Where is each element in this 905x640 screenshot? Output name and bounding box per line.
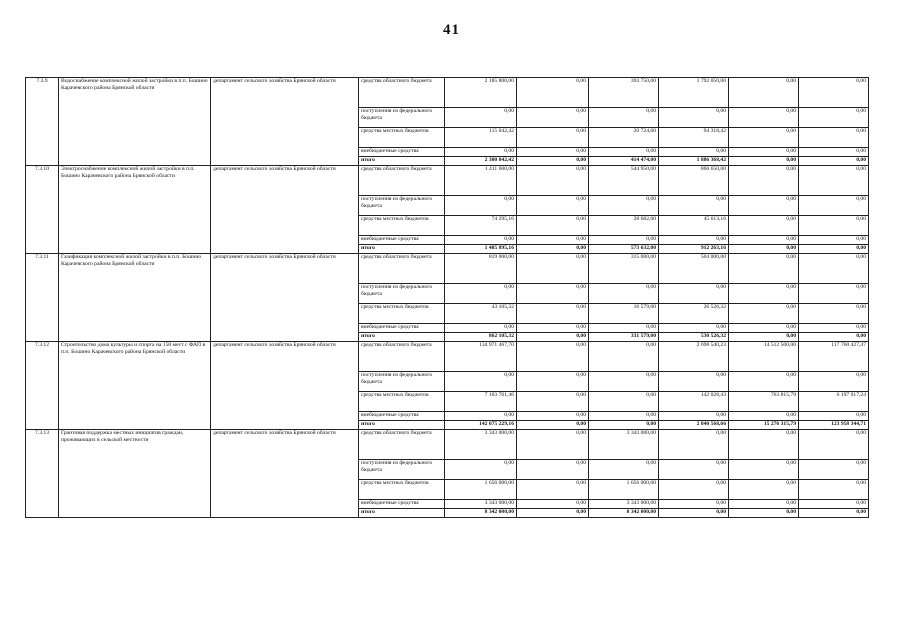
amount-cell: 0,00 xyxy=(517,342,589,372)
amount-cell: 0,00 xyxy=(517,480,589,500)
amount-cell: 0,00 xyxy=(445,148,517,157)
table-row xyxy=(26,254,869,284)
table-row xyxy=(26,342,869,372)
amount-cell: 0,00 xyxy=(445,284,517,304)
amount-cell: 142 028,43 xyxy=(659,392,729,412)
amount-cell: 3 343 000,00 xyxy=(445,430,517,460)
funding-source: внебюджетные средства xyxy=(359,148,445,157)
amount-cell: 0,00 xyxy=(729,128,799,148)
amount-cell: 0,00 xyxy=(659,412,729,421)
amount-cell: 115 042,42 xyxy=(445,128,517,148)
amount-cell: 2 840 568,66 xyxy=(659,421,729,430)
amount-cell: 0,00 xyxy=(729,412,799,421)
amount-cell: 0,00 xyxy=(799,236,869,245)
amount-cell: 0,00 xyxy=(729,108,799,128)
item-code: 7.3.9 xyxy=(26,78,59,166)
amount-cell: 0,00 xyxy=(589,236,659,245)
amount-cell: 0,00 xyxy=(517,372,589,392)
amount-cell: 0,00 xyxy=(799,333,869,342)
item-code: 7.3.12 xyxy=(26,342,59,430)
amount-cell: 0,00 xyxy=(799,509,869,518)
amount-cell: 0,00 xyxy=(729,324,799,333)
amount-cell: 0,00 xyxy=(659,108,729,128)
amount-cell: 315 000,00 xyxy=(589,254,659,284)
amount-cell: 0,00 xyxy=(659,236,729,245)
item-code: 7.3.10 xyxy=(26,166,59,254)
amount-cell: 1 656 000,00 xyxy=(445,480,517,500)
amount-cell: 0,00 xyxy=(799,372,869,392)
amount-cell: 6 197 917,24 xyxy=(799,392,869,412)
amount-cell: 0,00 xyxy=(517,148,589,157)
amount-cell: 43 105,32 xyxy=(445,304,517,324)
item-code: 7.3.11 xyxy=(26,254,59,342)
amount-cell: 0,00 xyxy=(799,412,869,421)
amount-cell: 0,00 xyxy=(517,254,589,284)
funding-source: внебюджетные средства xyxy=(359,500,445,509)
amount-cell: 530 526,32 xyxy=(659,333,729,342)
amount-cell: 862 105,32 xyxy=(445,333,517,342)
amount-cell: 0,00 xyxy=(589,324,659,333)
amount-cell: 0,00 xyxy=(799,500,869,509)
amount-cell: 0,00 xyxy=(445,460,517,480)
amount-cell: 0,00 xyxy=(729,216,799,236)
amount-cell: 0,00 xyxy=(659,284,729,304)
amount-cell: 0,00 xyxy=(729,236,799,245)
amount-cell: 1 792 050,00 xyxy=(659,78,729,108)
funding-source: средства областного бюджета xyxy=(359,78,445,108)
item-name: Грантовая поддержка местных инициатив граждан, проживающих в сельской местности xyxy=(59,430,211,518)
amount-cell: 20 724,00 xyxy=(589,128,659,148)
funding-source: средства областного бюджета xyxy=(359,342,445,372)
amount-cell: 0,00 xyxy=(659,480,729,500)
amount-cell: 331 579,00 xyxy=(589,333,659,342)
item-name: Водоснабжение комплексной жилой застройки в п.п. Бошино Карачевского района Брянской области xyxy=(59,78,211,166)
amount-cell: 0,00 xyxy=(517,284,589,304)
amount-cell: 0,00 xyxy=(589,392,659,412)
amount-cell: 0,00 xyxy=(589,148,659,157)
amount-cell: 3 343 000,00 xyxy=(589,430,659,460)
amount-cell: 0,00 xyxy=(729,245,799,254)
amount-cell: 0,00 xyxy=(517,509,589,518)
amount-cell: 0,00 xyxy=(659,148,729,157)
amount-cell: 0,00 xyxy=(589,412,659,421)
amount-cell: 0,00 xyxy=(589,372,659,392)
amount-cell: 1 485 895,16 xyxy=(445,245,517,254)
amount-cell: 0,00 xyxy=(729,509,799,518)
amount-cell: 0,00 xyxy=(659,430,729,460)
amount-cell: 1 656 000,00 xyxy=(589,480,659,500)
funding-source: итого xyxy=(359,157,445,166)
amount-cell: 94 318,42 xyxy=(659,128,729,148)
amount-cell: 0,00 xyxy=(445,108,517,128)
funding-source: поступления из федерального бюджета xyxy=(359,372,445,392)
amount-cell: 0,00 xyxy=(517,166,589,196)
amount-cell: 0,00 xyxy=(517,108,589,128)
amount-cell: 2 698 540,23 xyxy=(659,342,729,372)
table-row xyxy=(26,166,869,196)
item-executor: департамент сельского хозяйства Брянской области xyxy=(211,430,359,518)
amount-cell: 0,00 xyxy=(729,480,799,500)
amount-cell: 0,00 xyxy=(659,372,729,392)
amount-cell: 0,00 xyxy=(517,196,589,216)
amount-cell: 0,00 xyxy=(799,108,869,128)
amount-cell: 0,00 xyxy=(799,196,869,216)
amount-cell: 0,00 xyxy=(729,196,799,216)
amount-cell: 3 343 000,00 xyxy=(445,500,517,509)
amount-cell: 0,00 xyxy=(729,460,799,480)
amount-cell: 0,00 xyxy=(445,324,517,333)
page-number: 41 xyxy=(443,22,460,38)
amount-cell: 0,00 xyxy=(729,284,799,304)
item-executor: департамент сельского хозяйства Брянской области xyxy=(211,78,359,166)
funding-source: итого xyxy=(359,333,445,342)
funding-source: итого xyxy=(359,509,445,518)
amount-cell: 573 632,00 xyxy=(589,245,659,254)
amount-cell: 0,00 xyxy=(517,333,589,342)
funding-source: итого xyxy=(359,421,445,430)
amount-cell: 0,00 xyxy=(517,236,589,245)
amount-cell: 0,00 xyxy=(799,166,869,196)
amount-cell: 0,00 xyxy=(517,245,589,254)
amount-cell: 0,00 xyxy=(659,196,729,216)
funding-source: внебюджетные средства xyxy=(359,412,445,421)
amount-cell: 0,00 xyxy=(517,500,589,509)
amount-cell: 8 342 000,00 xyxy=(445,509,517,518)
amount-cell: 0,00 xyxy=(729,166,799,196)
item-executor: департамент сельского хозяйства Брянской области xyxy=(211,254,359,342)
funding-source: поступления из федерального бюджета xyxy=(359,284,445,304)
amount-cell: 1 886 368,42 xyxy=(659,157,729,166)
amount-cell: 0,00 xyxy=(799,148,869,157)
amount-cell: 0,00 xyxy=(799,460,869,480)
amount-cell: 0,00 xyxy=(659,324,729,333)
amount-cell: 123 958 344,71 xyxy=(799,421,869,430)
amount-cell: 0,00 xyxy=(799,430,869,460)
funding-source: средства областного бюджета xyxy=(359,254,445,284)
amount-cell: 0,00 xyxy=(517,157,589,166)
amount-cell: 0,00 xyxy=(445,236,517,245)
amount-cell: 0,00 xyxy=(729,254,799,284)
amount-cell: 15 276 315,79 xyxy=(729,421,799,430)
amount-cell: 544 950,00 xyxy=(589,166,659,196)
item-name: Строительство дома культуры и спорта на 150 мест с ФАП в п.п. Бошино Карачевского района Брянской области xyxy=(59,342,211,430)
amount-cell: 0,00 xyxy=(659,460,729,480)
funding-source: средства местных бюджетов xyxy=(359,216,445,236)
amount-cell: 414 474,00 xyxy=(589,157,659,166)
amount-cell: 912 263,16 xyxy=(659,245,729,254)
amount-cell: 142 075 229,16 xyxy=(445,421,517,430)
amount-cell: 0,00 xyxy=(799,324,869,333)
item-code: 7.3.13 xyxy=(26,430,59,518)
amount-cell: 0,00 xyxy=(729,333,799,342)
amount-cell: 0,00 xyxy=(589,342,659,372)
funding-source: поступления из федерального бюджета xyxy=(359,108,445,128)
funding-source: средства местных бюджетов xyxy=(359,392,445,412)
funding-source: внебюджетные средства xyxy=(359,236,445,245)
funding-source: средства местных бюджетов xyxy=(359,128,445,148)
amount-cell: 3 343 000,00 xyxy=(589,500,659,509)
amount-cell: 0,00 xyxy=(517,392,589,412)
funding-source: средства местных бюджетов xyxy=(359,304,445,324)
amount-cell: 0,00 xyxy=(729,148,799,157)
amount-cell: 7 103 761,46 xyxy=(445,392,517,412)
amount-cell: 8 342 000,00 xyxy=(589,509,659,518)
amount-cell: 0,00 xyxy=(517,324,589,333)
item-name: Газификация комплексной жилой застройки в п.п. Бошино Карачевского района Брянской области xyxy=(59,254,211,342)
amount-cell: 16 579,00 xyxy=(589,304,659,324)
amount-cell: 45 613,16 xyxy=(659,216,729,236)
amount-cell: 117 760 427,47 xyxy=(799,342,869,372)
funding-source: средства областного бюджета xyxy=(359,166,445,196)
funding-source: средства местных бюджетов xyxy=(359,480,445,500)
amount-cell: 134 971 467,70 xyxy=(445,342,517,372)
amount-cell: 0,00 xyxy=(589,284,659,304)
funding-source: поступления из федерального бюджета xyxy=(359,460,445,480)
amount-cell: 0,00 xyxy=(659,509,729,518)
amount-cell: 819 000,00 xyxy=(445,254,517,284)
amount-cell: 2 300 842,42 xyxy=(445,157,517,166)
amount-cell: 0,00 xyxy=(729,500,799,509)
amount-cell: 0,00 xyxy=(517,412,589,421)
funding-source: итого xyxy=(359,245,445,254)
amount-cell: 0,00 xyxy=(445,196,517,216)
amount-cell: 0,00 xyxy=(799,128,869,148)
amount-cell: 0,00 xyxy=(517,78,589,108)
amount-cell: 0,00 xyxy=(799,284,869,304)
amount-cell: 0,00 xyxy=(659,500,729,509)
amount-cell: 0,00 xyxy=(729,304,799,324)
amount-cell: 26 526,32 xyxy=(659,304,729,324)
amount-cell: 0,00 xyxy=(517,216,589,236)
amount-cell: 0,00 xyxy=(589,196,659,216)
amount-cell: 0,00 xyxy=(517,304,589,324)
amount-cell: 2 185 800,00 xyxy=(445,78,517,108)
amount-cell: 0,00 xyxy=(517,128,589,148)
amount-cell: 0,00 xyxy=(445,412,517,421)
amount-cell: 0,00 xyxy=(729,372,799,392)
amount-cell: 0,00 xyxy=(729,430,799,460)
amount-cell: 0,00 xyxy=(799,78,869,108)
amount-cell: 0,00 xyxy=(729,157,799,166)
funding-source: внебюджетные средства xyxy=(359,324,445,333)
funding-source: поступления из федерального бюджета xyxy=(359,196,445,216)
table-row xyxy=(26,78,869,108)
amount-cell: 0,00 xyxy=(589,460,659,480)
amount-cell: 14 512 500,00 xyxy=(729,342,799,372)
amount-cell: 28 682,00 xyxy=(589,216,659,236)
amount-cell: 866 650,00 xyxy=(659,166,729,196)
amount-cell: 0,00 xyxy=(799,480,869,500)
amount-cell: 0,00 xyxy=(799,157,869,166)
amount-cell: 0,00 xyxy=(517,430,589,460)
amount-cell: 393 750,00 xyxy=(589,78,659,108)
amount-cell: 1 411 600,00 xyxy=(445,166,517,196)
amount-cell: 0,00 xyxy=(589,108,659,128)
amount-cell: 0,00 xyxy=(589,421,659,430)
amount-cell: 0,00 xyxy=(799,216,869,236)
item-executor: департамент сельского хозяйства Брянской области xyxy=(211,166,359,254)
budget-table xyxy=(25,77,869,518)
amount-cell: 0,00 xyxy=(799,245,869,254)
amount-cell: 0,00 xyxy=(517,421,589,430)
amount-cell: 504 000,00 xyxy=(659,254,729,284)
amount-cell: 763 815,79 xyxy=(729,392,799,412)
item-name: Электроснабжение комплексной жилой застройки в п.п. Бошино Карачевского района Брянской области xyxy=(59,166,211,254)
amount-cell: 0,00 xyxy=(799,254,869,284)
amount-cell: 0,00 xyxy=(445,372,517,392)
amount-cell: 0,00 xyxy=(517,460,589,480)
amount-cell: 0,00 xyxy=(799,304,869,324)
funding-source: средства областного бюджета xyxy=(359,430,445,460)
amount-cell: 74 295,16 xyxy=(445,216,517,236)
table-row xyxy=(26,430,869,460)
amount-cell: 0,00 xyxy=(729,78,799,108)
item-executor: департамент сельского хозяйства Брянской области xyxy=(211,342,359,430)
